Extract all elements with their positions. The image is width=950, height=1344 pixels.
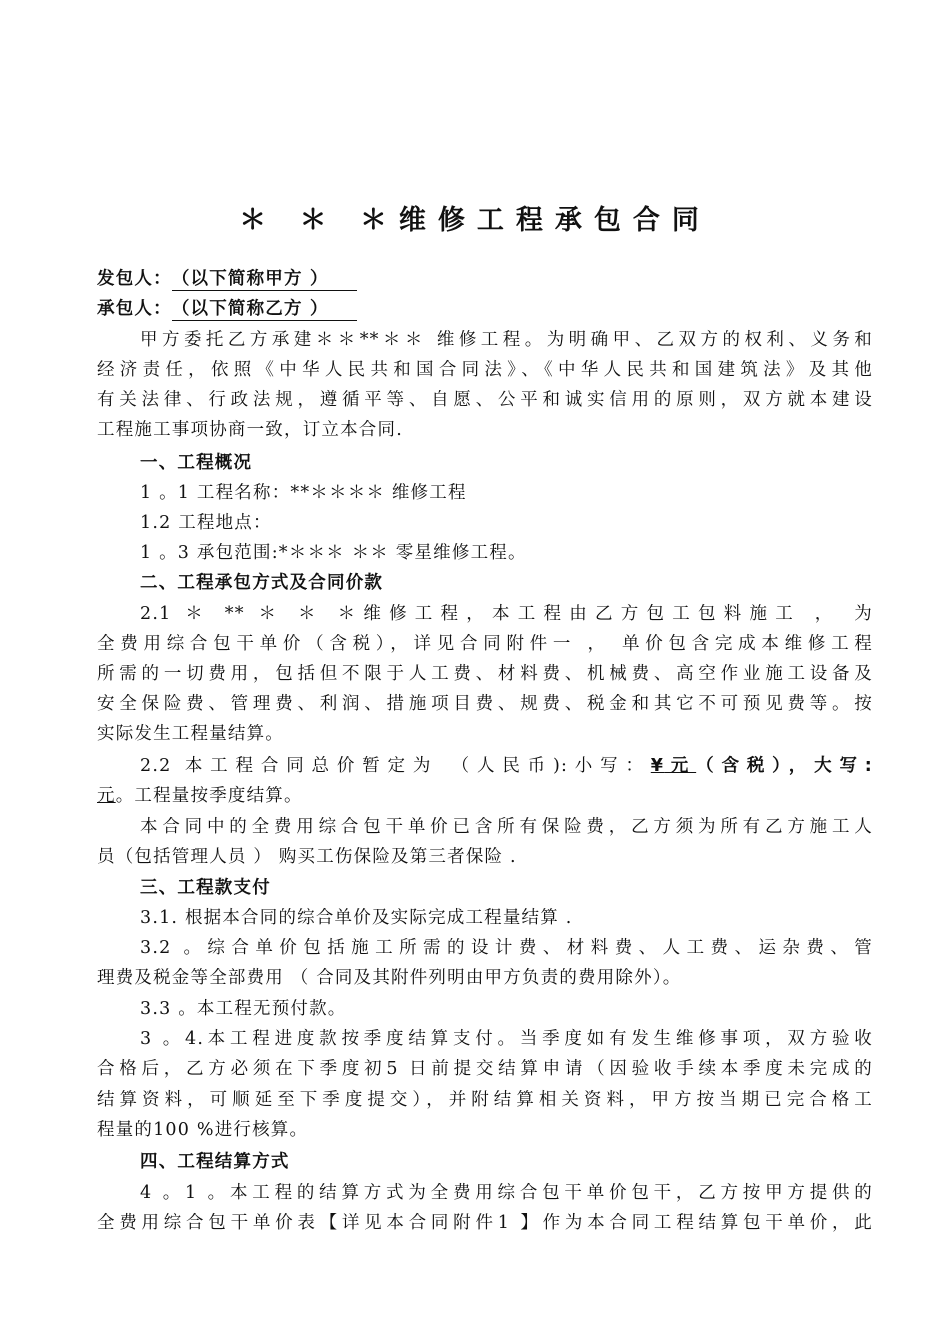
intro-line-2: 经济责任，依照《中华人民共和国合同法》、《中华人民共和国建筑法》及其他 — [97, 360, 873, 380]
employer-line — [97, 265, 357, 291]
clause-3-4-line-1: 3 。4.本工程进度款按季度结算支付。当季度如有发生维修事项，双方验收 — [140, 1029, 873, 1049]
intro-line-4: 工程施工事项协商一致，订立本合同. — [97, 420, 403, 440]
clause-2-2-end: 。工程量按季度结算。 — [115, 786, 303, 806]
clause-3-1: 3.1. 根据本合同的综合单价及实际完成工程量结算 . — [140, 908, 573, 928]
intro-line-3: 有关法律、行政法规，遵循平等、自愿、公平和诚实信用的原则，双方就本建设 — [97, 390, 873, 410]
price-tax-note: （含税），大写: — [696, 756, 873, 776]
price-yuan-unit: 元 — [664, 756, 697, 776]
price-yuan-mark: ¥ — [650, 756, 665, 776]
employer-value: （以下简称甲方 ） — [172, 265, 357, 291]
section-3-heading: 三、工程款支付 — [140, 878, 271, 898]
contractor-line — [97, 295, 357, 321]
clause-1-3: 1 。3 承包范围:*＊＊＊ ＊＊ 零星维修工程。 — [140, 543, 527, 563]
intro-line-1: 甲方委托乙方承建＊＊**＊＊ 维修工程。为明确甲、乙双方的权利、义务和 — [140, 330, 873, 350]
contractor-label: 承包人： — [97, 299, 172, 319]
price-words-unit: 元 — [97, 786, 116, 806]
section-4-heading: 四、工程结算方式 — [140, 1152, 290, 1172]
clause-2-2-text: 2.2 本工程合同总价暂定为 （人民币):小写： — [140, 756, 651, 776]
clause-2-1-line-3: 所需的一切费用，包括但不限于人工费、材料费、机械费、高空作业施工设备及 — [97, 664, 873, 684]
clause-2-1-line-2: 全费用综合包干单价（含税），详见合同附件一 ， 单价包含完成本维修工程 — [97, 634, 873, 654]
clause-3-4-line-4: 程量的100 %进行核算。 — [97, 1120, 309, 1140]
employer-label: 发包人： — [97, 269, 172, 289]
clause-3-4-line-2: 合格后，乙方必须在下季度初5 日前提交结算申请（因验收手续本季度未完成的 — [97, 1059, 873, 1079]
section-2-heading: 二、工程承包方式及合同价款 — [140, 573, 384, 593]
clause-2-2-line-2 — [97, 782, 303, 807]
clause-3-2-line-1: 3.2 。综合单价包括施工所需的设计费、材料费、人工费、运杂费、管 — [140, 938, 873, 958]
clause-1-1: 1 。1 工程名称：**＊＊＊＊ 维修工程 — [140, 483, 467, 503]
clause-2-2-line-1 — [140, 752, 873, 777]
clause-4-1-line-1: 4 。1 。本工程的结算方式为全费用综合包干单价包干，乙方按甲方提供的 — [140, 1183, 873, 1203]
contractor-value: （以下简称乙方 ） — [172, 295, 357, 321]
clause-3-2-line-2: 理费及税金等全部费用 （ 合同及其附件列明由甲方负责的费用除外）。 — [97, 968, 682, 988]
clause-1-2: 1.2 工程地点： — [140, 513, 272, 533]
clause-4-1-line-2: 全费用综合包干单价表【详见本合同附件1 】作为本合同工程结算包干单价，此 — [97, 1213, 873, 1233]
insurance-line-2: 员（包括管理人员 ） 购买工伤保险及第三者保险 . — [97, 847, 517, 867]
document-title: ＊ ＊ ＊维修工程承包合同 — [239, 205, 711, 236]
clause-2-1-line-5: 实际发生工程量结算。 — [97, 724, 284, 744]
clause-3-3: 3.3 。本工程无预付款。 — [140, 999, 347, 1019]
clause-2-1-line-4: 安全保险费、管理费、利润、措施项目费、规费、税金和其它不可预见费等。按 — [97, 694, 873, 714]
clause-3-4-line-3: 结算资料，可顺延至下季度提交），并附结算相关资料，甲方按当期已完合格工 — [97, 1090, 873, 1110]
clause-2-1-line-1: 2.1 ＊ ** ＊ ＊ ＊维修工程，本工程由乙方包工包料施工 ， 为 — [140, 604, 873, 624]
section-1-heading: 一、工程概况 — [140, 453, 253, 473]
insurance-line-1: 本合同中的全费用综合包干单价已含所有保险费，乙方须为所有乙方施工人 — [140, 817, 873, 837]
